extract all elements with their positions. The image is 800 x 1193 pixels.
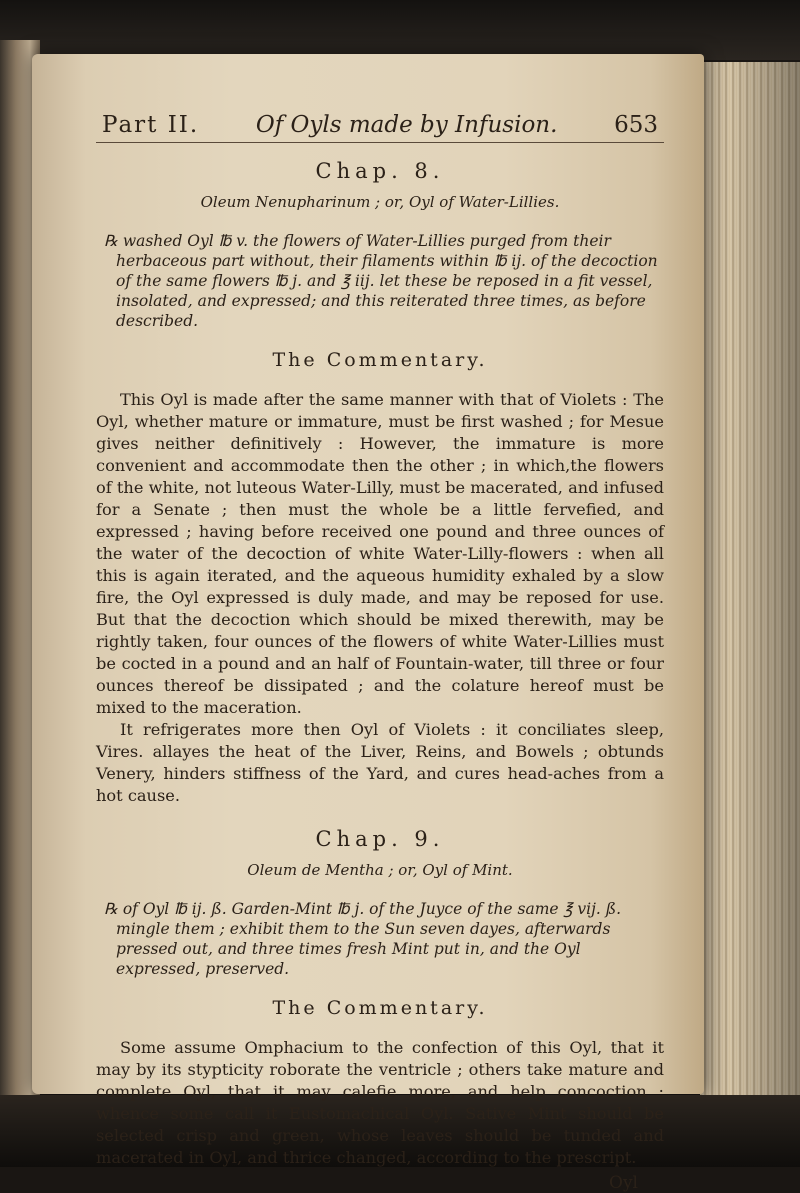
background-top: [0, 0, 800, 60]
chapter-8-recipe: ℞ washed Oyl ℔ v. the flowers of Water-Lillies purged from their herbaceous part without, their filaments within ℔ ij. of the decoction of the same flowers ℔ j. and ℥ iij. let these be reposed in a fit vessel, insolated, and expressed; and this reiterated three times, as before described.: [104, 232, 658, 330]
chapter-9-paragraph-1: Some assume Omphacium to the confection of this Oyl, that it may by its stypticity roborate the ventricle ; others take mature and complete Oyl, that it may calefie more, and help concoction : whence some call it Eustomachical Oyl. Sative Mint should be selected crisp and green, whose leaves should be tunded and macerated in Oyl, and thrice changed, according to the prescript.: [96, 1038, 664, 1167]
chapter-9-commentary: [96, 1037, 664, 1169]
chapter-8-commentary: [96, 389, 664, 807]
running-title: Of Oyls made by Infusion.: [255, 112, 558, 138]
page-content: [96, 112, 664, 1193]
page-stack-shadow: [700, 62, 800, 1102]
catchword: Oyl: [609, 1173, 638, 1193]
chapter-8-heading: Chap. 8.: [315, 159, 445, 183]
part-label: Part II.: [102, 112, 200, 138]
chapter-9-commentary-heading: The Commentary.: [272, 997, 488, 1019]
page-number: 653: [614, 112, 658, 138]
chapter-8-paragraph-1: This Oyl is made after the same manner with that of Violets : The Oyl, whether mature or immature, must be first washed ; for Mesue gives neither definitively : However, the immature is more convenient and accommodate then the other ; in which,the flowers of the white, not luteous Water-Lilly, must be macerated, and infused for a Senate ; then must the whole be a little fervefied, and expressed ; having before received one pound and three ounces of the water of the decoction of white Water-Lilly-flowers : when all this is again iterated, and the aqueous humidity exhaled by a slow fire, the Oyl expressed is duly made, and may be reposed for use. But that the decoction which should be mixed therewith, may be rightly taken, four ounces of the flowers of white Water-Lillies must be cocted in a pound and an half of Fountain-water, till three or four ounces thereof be dissipated ; and the colature hereof must be mixed to the maceration.: [96, 390, 664, 717]
chapter-8-paragraph-2: It refrigerates more then Oyl of Violets : it conciliates sleep, Vires. allayes the heat of the Liver, Reins, and Bowels ; obtunds Venery, hinders stiffness of the Yard, and cures head-aches from a hot cause.: [96, 720, 664, 805]
chapter-9-recipe: ℞ of Oyl ℔ ij. ß. Garden-Mint ℔ j. of the Juyce of the same ℥ vij. ß. mingle them ; exhibit them to the Sun seven dayes, afterwards pressed out, and three times fresh Mint put in, and the Oyl expressed, preserved.: [104, 900, 622, 978]
running-header: [96, 112, 664, 143]
chapter-8-commentary-heading: The Commentary.: [272, 349, 488, 371]
chapter-8-subtitle: Oleum Nenupharinum ; or, Oyl of Water-Lillies.: [200, 193, 560, 211]
chapter-9-heading: Chap. 9.: [315, 827, 445, 851]
chapter-9-subtitle: Oleum de Mentha ; or, Oyl of Mint.: [247, 861, 513, 879]
